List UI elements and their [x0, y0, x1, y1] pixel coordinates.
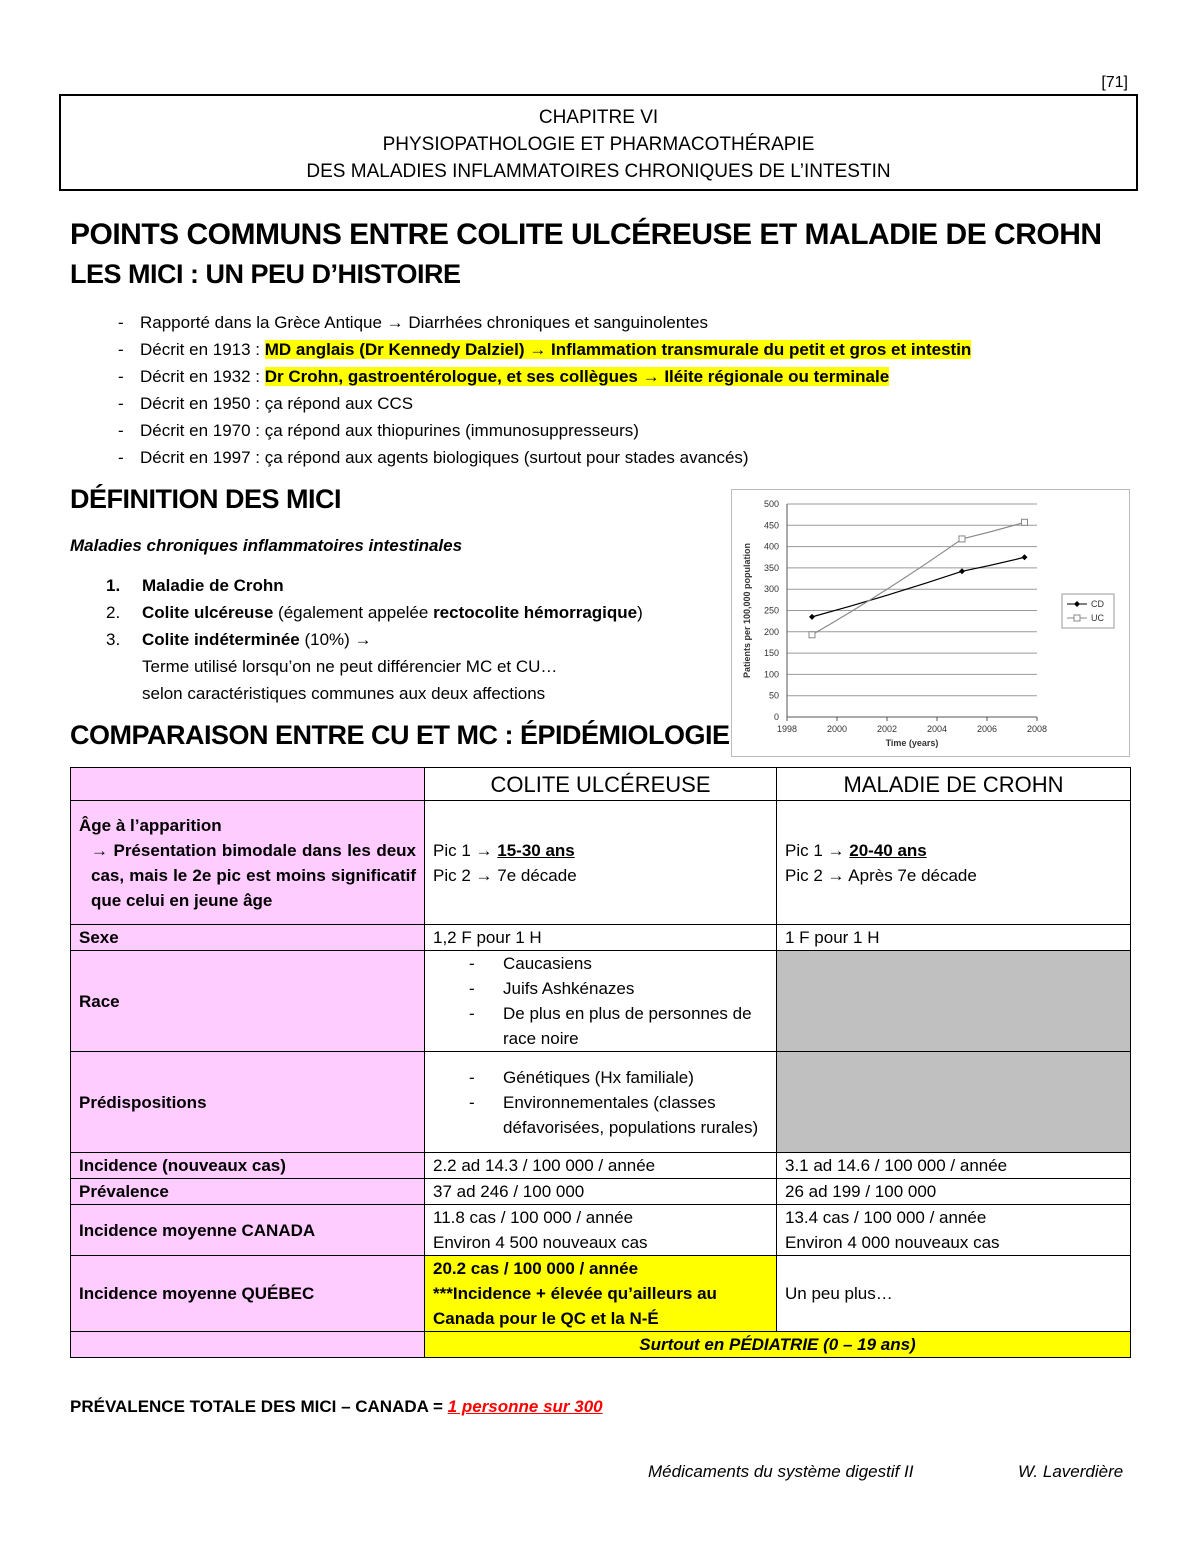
- y-tick-label: 500: [763, 499, 779, 509]
- row-label-race: Race: [71, 951, 425, 1052]
- y-tick-label: 300: [763, 584, 779, 595]
- cell-age-mc: Pic 1 → 20-40 ans Pic 2 → Après 7e décade: [777, 801, 1131, 925]
- age-subnote: → Présentation bimodale dans les deux cas, mais le 2e pic est moins significatif que celui en jeune âge: [91, 840, 416, 910]
- data-point-cd: [809, 614, 815, 620]
- table-row: [71, 1332, 1131, 1358]
- y-axis-label: Patients per 100,000 population: [742, 542, 752, 679]
- definition-item-3: 3. Colite indéterminée (10%) →: [106, 630, 372, 649]
- row-label-incidence: Incidence (nouveaux cas): [71, 1153, 425, 1179]
- definition-subtitle: Maladies chroniques inflammatoires intestinales: [70, 536, 463, 555]
- cell-incidence-mc: 3.1 ad 14.6 / 100 000 / année: [777, 1153, 1131, 1179]
- history-item: - Décrit en 1913 : MD anglais (Dr Kennedy Dalziel) → Inflammation transmurale du petit et gros et intestin: [70, 336, 1130, 363]
- y-tick-label: 450: [763, 520, 779, 531]
- total-prevalence: PRÉVALENCE TOTALE DES MICI – CANADA = 1 personne sur 300: [70, 1397, 603, 1416]
- list-item: - De plus en plus de personnes de race noire: [433, 1001, 768, 1051]
- main-title: POINTS COMMUNS ENTRE COLITE ULCÉREUSE ET MALADIE DE CROHN: [70, 218, 1102, 251]
- cell-race-cu: [425, 951, 777, 1052]
- x-tick-label: 2008: [1026, 724, 1048, 734]
- definition-list: [106, 572, 643, 707]
- table-row: [71, 925, 1131, 951]
- prevalence-chart: [731, 489, 1130, 757]
- data-point-cd: [959, 568, 965, 574]
- legend-marker: [1074, 615, 1080, 621]
- y-tick-label: 50: [768, 690, 779, 701]
- chapter-line3: DES MALADIES INFLAMMATOIRES CHRONIQUES DE L’INTESTIN: [306, 161, 891, 182]
- y-tick-label: 0: [773, 712, 779, 722]
- cell-age-cu: Pic 1 → 15-30 ans Pic 2 → 7e décade: [425, 801, 777, 925]
- definition-item-2: 2. Colite ulcéreuse (également appelée rectocolite hémorragique): [106, 603, 643, 622]
- page-number: [71]: [1101, 74, 1128, 91]
- row-label-sexe: Sexe: [71, 925, 425, 951]
- row-label-quebec: Incidence moyenne QUÉBEC: [71, 1256, 425, 1332]
- y-tick-label: 250: [763, 605, 779, 616]
- list-item: - Environnementales (classes défavorisées, populations rurales): [433, 1090, 768, 1140]
- row-label-empty: [71, 1332, 425, 1358]
- history-item: - Rapporté dans la Grèce Antique → Diarrhées chroniques et sanguinolentes: [70, 309, 1130, 336]
- table-row: [71, 951, 1131, 1052]
- cell-race-mc: [777, 951, 1131, 1052]
- row-label-predispositions: Prédispositions: [71, 1052, 425, 1153]
- cell-prevalence-cu: 37 ad 246 / 100 000: [425, 1179, 777, 1205]
- chapter-line2: PHYSIOPATHOLOGIE ET PHARMACOTHÉRAPIE: [382, 134, 815, 155]
- y-tick-label: 200: [763, 626, 779, 637]
- table-corner: [71, 768, 425, 801]
- table-row: [71, 768, 1131, 801]
- legend-label: UC: [1091, 613, 1104, 623]
- cell-sexe-mc: 1 F pour 1 H: [777, 925, 1131, 951]
- series-line-uc: [812, 522, 1025, 634]
- cell-quebec-cu: 20.2 cas / 100 000 / année ***Incidence + élevée qu’ailleurs au Canada pour le QC et la N-É: [425, 1256, 777, 1332]
- col-header-cu: COLITE ULCÉREUSE: [425, 768, 777, 801]
- footer-author: W. Laverdière: [1018, 1462, 1124, 1481]
- history-list: [70, 309, 1130, 471]
- data-point-uc: [959, 536, 965, 542]
- x-tick-label: 2000: [826, 724, 848, 734]
- cell-incidence-cu: 2.2 ad 14.3 / 100 000 / année: [425, 1153, 777, 1179]
- series-line-cd: [812, 557, 1025, 617]
- cell-predispositions-mc: [777, 1052, 1131, 1153]
- x-tick-label: 1998: [776, 724, 798, 734]
- row-label-prevalence: Prévalence: [71, 1179, 425, 1205]
- list-item: - Génétiques (Hx familiale): [433, 1065, 768, 1090]
- chapter-line1: CHAPITRE VI: [538, 107, 659, 128]
- list-item: - Caucasiens: [433, 951, 768, 976]
- data-point-uc: [1022, 519, 1028, 525]
- history-item: - Décrit en 1997 : ça répond aux agents biologiques (surtout pour stades avancés): [70, 444, 1130, 471]
- definition-item-3-line2: Terme utilisé lorsqu’on ne peut différencier MC et CU…: [142, 657, 558, 676]
- cell-canada-cu: 11.8 cas / 100 000 / année Environ 4 500 nouveaux cas: [425, 1205, 777, 1256]
- table-row: [71, 1153, 1131, 1179]
- cell-canada-mc: 13.4 cas / 100 000 / année Environ 4 000 nouveaux cas: [777, 1205, 1131, 1256]
- history-title: LES MICI : UN PEU D’HISTOIRE: [70, 259, 461, 289]
- x-tick-label: 2004: [926, 724, 948, 734]
- chart-svg: [732, 490, 1129, 756]
- row-label-canada: Incidence moyenne CANADA: [71, 1205, 425, 1256]
- cell-prevalence-mc: 26 ad 199 / 100 000: [777, 1179, 1131, 1205]
- data-point-cd: [1022, 554, 1028, 560]
- definition-item-3-line3: selon caractéristiques communes aux deux affections: [142, 684, 546, 703]
- history-item: - Décrit en 1932 : Dr Crohn, gastroentérologue, et ses collègues → Iléite régionale ou terminale: [70, 363, 1130, 390]
- cell-pediatrie: Surtout en PÉDIATRIE (0 – 19 ans): [425, 1332, 1131, 1358]
- col-header-mc: MALADIE DE CROHN: [777, 768, 1131, 801]
- row-label-age: Âge à l’apparition → Présentation bimodale dans les deux cas, mais le 2e pic est moins significatif que celui en jeune âge: [71, 801, 425, 925]
- data-point-uc: [809, 632, 815, 638]
- y-tick-label: 100: [763, 669, 779, 680]
- total-prevalence-value: 1 personne sur 300: [447, 1397, 603, 1416]
- table-row: [71, 1256, 1131, 1332]
- y-tick-label: 150: [763, 648, 779, 659]
- cell-sexe-cu: 1,2 F pour 1 H: [425, 925, 777, 951]
- cell-quebec-mc: Un peu plus…: [777, 1256, 1131, 1332]
- x-tick-label: 2006: [976, 724, 998, 734]
- comparison-table: [70, 767, 1131, 1358]
- table-row: [71, 1052, 1131, 1153]
- y-tick-label: 400: [763, 541, 779, 552]
- table-row: [71, 1205, 1131, 1256]
- x-axis-label: Time (years): [885, 738, 939, 748]
- footer-course: Médicaments du système digestif II: [648, 1462, 914, 1481]
- definition-title: DÉFINITION DES MICI: [70, 484, 342, 514]
- history-item: - Décrit en 1950 : ça répond aux CCS: [70, 390, 1130, 417]
- history-item: - Décrit en 1970 : ça répond aux thiopurines (immunosuppresseurs): [70, 417, 1130, 444]
- legend-box: [1062, 594, 1114, 628]
- legend-label: CD: [1091, 599, 1104, 609]
- x-tick-label: 2002: [876, 724, 898, 734]
- comparison-title: COMPARAISON ENTRE CU ET MC : ÉPIDÉMIOLOGIE: [70, 720, 730, 750]
- chapter-box: [59, 94, 1138, 191]
- list-item: - Juifs Ashkénazes: [433, 976, 768, 1001]
- cell-predispositions-cu: [425, 1052, 777, 1153]
- y-tick-label: 350: [763, 562, 779, 573]
- table-row: [71, 1179, 1131, 1205]
- table-row: [71, 801, 1131, 925]
- definition-item-1: 1. Maladie de Crohn: [106, 576, 284, 595]
